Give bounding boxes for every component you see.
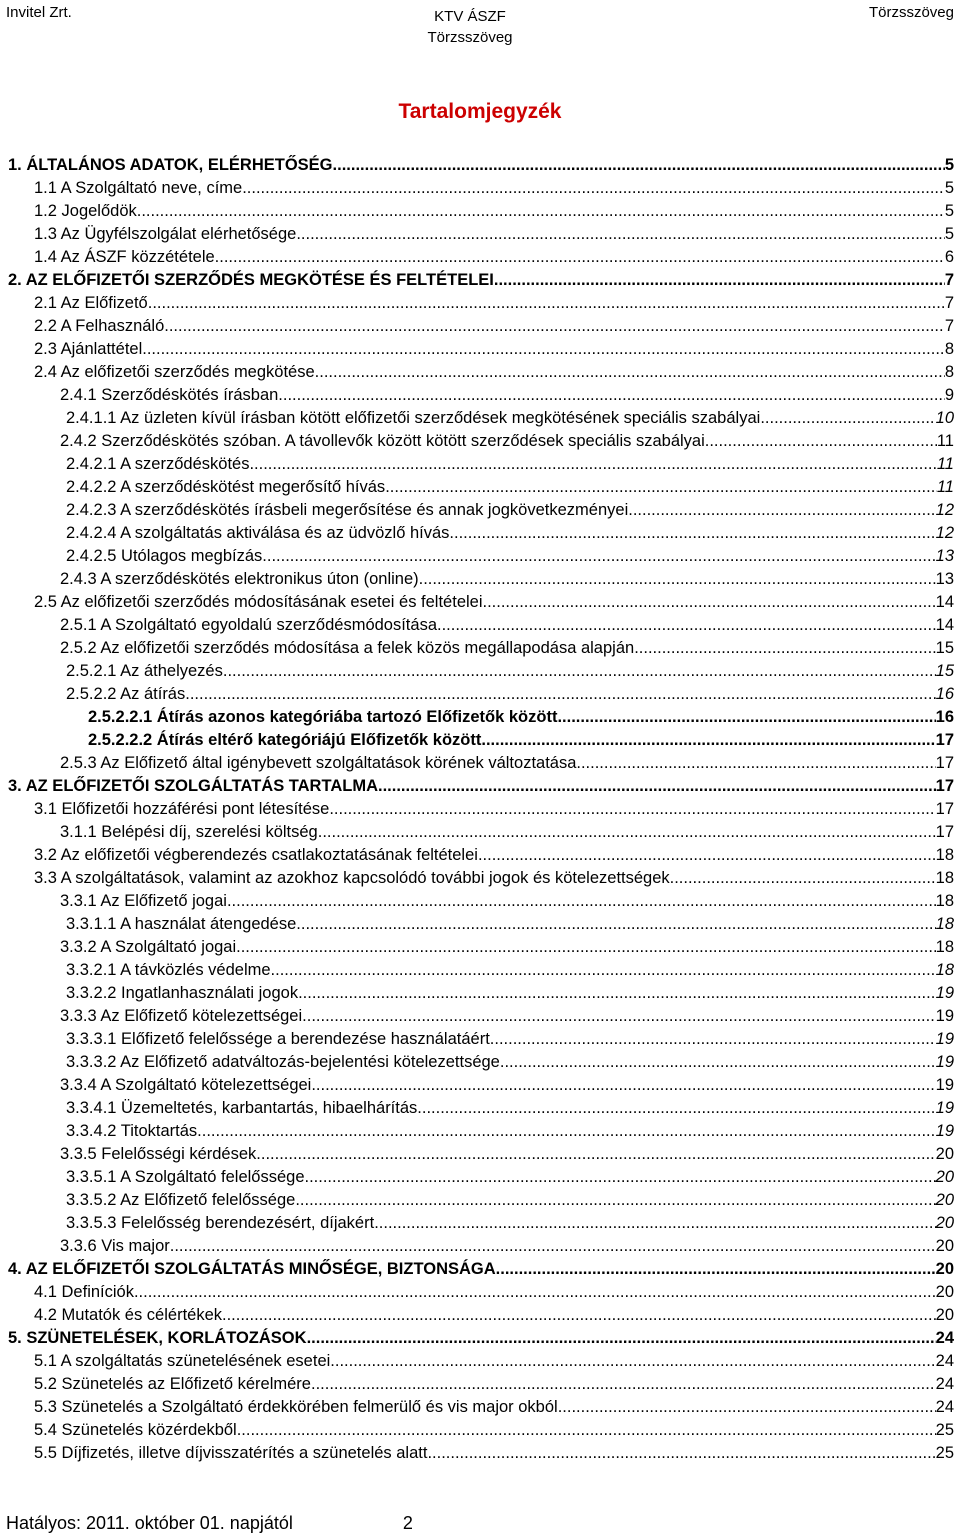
toc-entry[interactable] xyxy=(0,635,960,658)
toc-entry[interactable] xyxy=(0,957,960,980)
toc-entry-title: 3.3.4 A Szolgáltató kötelezettségei xyxy=(60,1076,312,1094)
toc-entry-title: 5.5 Díjfizetés, illetve díjvisszatérítés a szünetelés alatt xyxy=(34,1444,428,1462)
toc-leader-dots xyxy=(628,501,935,520)
toc-entry-title: 2. AZ ELŐFIZETŐI SZERZŐDÉS MEGKÖTÉSE ÉS FELTÉTELEI xyxy=(8,271,494,289)
toc-entry-title: 2.3 Ajánlattétel xyxy=(34,340,143,358)
toc-entry-page: 18 xyxy=(935,892,954,910)
toc-entry[interactable] xyxy=(0,612,960,635)
toc-entry-page: 15 xyxy=(935,639,954,657)
toc-title: Tartalomjegyzék xyxy=(398,100,562,123)
toc-entry-title: 3.3.5 Felelősségi kérdések xyxy=(60,1145,257,1163)
toc-entry[interactable] xyxy=(0,589,960,612)
toc-entry[interactable] xyxy=(0,1348,960,1371)
toc-entry-page: 20 xyxy=(935,1168,954,1186)
toc-entry[interactable] xyxy=(0,681,960,704)
toc-entry-page: 20 xyxy=(935,1191,954,1209)
toc-entry-title: 2.4.2.2 A szerződéskötést megerősítő hívás xyxy=(66,478,386,496)
toc-entry-page: 17 xyxy=(935,823,954,841)
toc-entry[interactable] xyxy=(0,198,960,221)
toc-entry[interactable] xyxy=(0,727,960,750)
toc-entry[interactable] xyxy=(0,451,960,474)
toc-entry[interactable] xyxy=(0,221,960,244)
toc-leader-dots xyxy=(298,984,936,1003)
toc-entry-title: 1.1 A Szolgáltató neve, címe xyxy=(34,179,243,197)
toc-entry-page: 18 xyxy=(935,961,954,979)
toc-entry-title: 2.4.2.3 A szerződéskötés írásbeli megerősítése és annak jogkövetkezményei xyxy=(66,501,629,519)
toc-entry-title: 2.5.3 Az Előfizető által igénybevett szolgáltatások körének változtatása xyxy=(60,754,577,772)
toc-entry-title: 3.3.1 Az Előfizető jogai xyxy=(60,892,227,910)
toc-entry[interactable] xyxy=(0,336,960,359)
toc-entry-page: 10 xyxy=(935,409,954,427)
toc-entry[interactable] xyxy=(0,382,960,405)
toc-entry-title: 1. ÁLTALÁNOS ADATOK, ELÉRHETŐSÉG. xyxy=(8,156,338,174)
header-title-line1: KTV ÁSZF xyxy=(434,8,506,25)
toc-entry[interactable] xyxy=(0,865,960,888)
toc-entry[interactable] xyxy=(0,1210,960,1233)
toc-entry[interactable] xyxy=(0,1417,960,1440)
toc-entry-page: 5 xyxy=(944,179,954,197)
toc-entry-page: 5 xyxy=(944,202,954,220)
toc-entry-page: 12 xyxy=(935,501,954,519)
toc-entry-page: 17 xyxy=(935,754,954,772)
toc-entry-title: 3.2 Az előfizetői végberendezés csatlakoztatásának feltételei xyxy=(34,846,478,864)
toc-leader-dots xyxy=(449,524,935,543)
toc-entry[interactable] xyxy=(0,888,960,911)
toc-entry-title: 3. AZ ELŐFIZETŐI SZOLGÁLTATÁS TARTALMA xyxy=(8,777,378,795)
toc-leader-dots xyxy=(295,1191,935,1210)
toc-leader-dots xyxy=(417,1099,935,1118)
toc-leader-dots xyxy=(330,1352,935,1371)
toc-leader-dots xyxy=(557,708,935,727)
toc-entry[interactable] xyxy=(0,704,960,727)
toc-entry[interactable] xyxy=(0,750,960,773)
toc-leader-dots xyxy=(427,1444,935,1463)
toc-leader-dots xyxy=(262,547,935,566)
toc-leader-dots xyxy=(307,1329,936,1348)
toc-leader-dots xyxy=(134,1283,936,1302)
toc-entry-title: 5.4 Szünetelés közérdekből xyxy=(34,1421,237,1439)
toc-entry-page: 19 xyxy=(935,1122,954,1140)
toc-entry-page: 20 xyxy=(935,1145,954,1163)
toc-leader-dots xyxy=(278,386,945,405)
toc-leader-dots xyxy=(481,731,935,750)
toc-entry-page: 7 xyxy=(944,271,954,289)
toc-leader-dots xyxy=(148,294,945,313)
toc-leader-dots xyxy=(437,616,936,635)
toc-entry-page: 12 xyxy=(935,524,954,542)
toc-entry-title: 5.1 A szolgáltatás szünetelésének esetei xyxy=(34,1352,331,1370)
toc-entry[interactable] xyxy=(0,497,960,520)
page-footer xyxy=(6,1513,413,1534)
toc-leader-dots xyxy=(705,432,937,451)
toc-entry-title: 4. AZ ELŐFIZETŐI SZOLGÁLTATÁS MINŐSÉGE, BIZTONSÁGA xyxy=(8,1260,496,1278)
toc-entry-title: 5. SZÜNETELÉSEK, KORLÁTOZÁSOK xyxy=(8,1329,307,1347)
toc-leader-dots xyxy=(478,846,936,865)
toc-entry[interactable] xyxy=(0,1302,960,1325)
toc-entry-title: 2.5.2.1 Az áthelyezés xyxy=(66,662,223,680)
toc-entry-page: 20 xyxy=(935,1306,954,1324)
toc-leader-dots xyxy=(576,754,935,773)
toc-entry-title: 3.3.1.1 A használat átengedése xyxy=(66,915,297,933)
toc-entry-page: 19 xyxy=(935,1030,954,1048)
toc-entry-title: 1.3 Az Ügyfélszolgálat elérhetősége xyxy=(34,225,297,243)
toc-entry-title: 1.4 Az ÁSZF közzététele xyxy=(34,248,215,266)
toc-entry-page: 19 xyxy=(935,1053,954,1071)
toc-leader-dots xyxy=(242,179,945,198)
toc-entry-title: 2.5.2.2.2 Átírás eltérő kategóriájú Előfizetők között xyxy=(88,731,482,749)
toc-entry-page: 18 xyxy=(935,915,954,933)
toc-entry-title: 3.3.5.1 A Szolgáltató felelőssége xyxy=(66,1168,305,1186)
toc-entry-page: 20 xyxy=(935,1237,954,1255)
toc-entry-page: 20 xyxy=(935,1214,954,1232)
toc-entry-page: 19 xyxy=(935,984,954,1002)
toc-entry-title: 3.3.2.1 A távközlés védelme xyxy=(66,961,271,979)
toc-leader-dots xyxy=(483,593,936,612)
footer-effective-date: Hatályos: 2011. október 01. napjától xyxy=(6,1513,293,1533)
toc-entry-page: 16 xyxy=(935,685,954,703)
toc-leader-dots xyxy=(256,1145,935,1164)
toc-leader-dots xyxy=(419,570,936,589)
toc-leader-dots xyxy=(215,248,945,267)
toc-entry[interactable] xyxy=(0,819,960,842)
toc-leader-dots xyxy=(236,938,936,957)
toc-entry[interactable] xyxy=(0,658,960,681)
toc-entry-page: 8 xyxy=(944,340,954,358)
toc-entry[interactable] xyxy=(0,1279,960,1302)
toc-entry[interactable] xyxy=(0,796,960,819)
toc-entry-page: 17 xyxy=(935,800,954,818)
toc-entry[interactable] xyxy=(0,1072,960,1095)
toc-leader-dots xyxy=(374,1214,935,1233)
toc-entry-title: 2.4.2 Szerződéskötés szóban. A távollevők között kötött szerződések speciális szabályai xyxy=(60,432,705,450)
toc-entry-title: 2.1 Az Előfizető xyxy=(34,294,148,312)
toc-leader-dots xyxy=(302,1007,935,1026)
toc-entry-page: 20 xyxy=(935,1260,954,1278)
toc-entry[interactable] xyxy=(0,359,960,382)
toc-entry-title: 2.5.1 A Szolgáltató egyoldalú szerződésmódosítása xyxy=(60,616,437,634)
toc-leader-dots xyxy=(296,225,944,244)
toc-entry-title: 5.2 Szünetelés az Előfizető kérelmére xyxy=(34,1375,311,1393)
toc-entry[interactable] xyxy=(0,934,960,957)
toc-entry[interactable] xyxy=(0,1026,960,1049)
header-title-line2: Törzsszöveg xyxy=(427,29,513,46)
toc-entry-title: 2.4 Az előfizetői szerződés megkötése xyxy=(34,363,315,381)
toc-entry[interactable] xyxy=(0,1440,960,1463)
toc-entry-title: 4.2 Mutatók és célértékek xyxy=(34,1306,223,1324)
toc-entry-page: 15 xyxy=(935,662,954,680)
toc-entry-page: 24 xyxy=(935,1398,954,1416)
toc-entry-page: 18 xyxy=(935,869,954,887)
toc-entry-page: 25 xyxy=(935,1444,954,1462)
toc-entry[interactable] xyxy=(0,911,960,934)
toc-entry-page: 19 xyxy=(935,1099,954,1117)
toc-entry-title: 3.3.5.3 Felelősség berendezésért, díjakért xyxy=(66,1214,375,1232)
toc-entry-title: 2.5.2 Az előfizetői szerződés módosítása a felek közös megállapodása alapján xyxy=(60,639,635,657)
toc-entry-page: 5 xyxy=(944,156,954,174)
toc-leader-dots xyxy=(142,340,945,359)
toc-entry-page: 9 xyxy=(944,386,954,404)
toc-leader-dots xyxy=(137,202,945,221)
toc-entry[interactable] xyxy=(0,428,960,451)
toc-entry-page: 20 xyxy=(935,1283,954,1301)
toc-entry-page: 24 xyxy=(935,1352,954,1370)
toc-entry-title: 3.3.3.1 Előfizető felelőssége a berendezése használatáért xyxy=(66,1030,490,1048)
toc-entry[interactable] xyxy=(0,267,960,290)
toc-entry[interactable] xyxy=(0,1049,960,1072)
toc-entry[interactable] xyxy=(0,1141,960,1164)
toc-entry[interactable] xyxy=(0,290,960,313)
toc-leader-dots xyxy=(311,1076,935,1095)
toc-entry-page: 6 xyxy=(944,248,954,266)
toc-entry-page: 11 xyxy=(936,432,954,450)
toc-entry[interactable] xyxy=(0,152,960,175)
toc-leader-dots xyxy=(318,823,936,842)
toc-entry-page: 5 xyxy=(944,225,954,243)
toc-entry[interactable] xyxy=(0,474,960,497)
toc-entry-title: 3.3 A szolgáltatások, valamint az azokhoz kapcsolódó további jogok és kötelezettségek xyxy=(34,869,670,887)
toc-leader-dots xyxy=(558,1398,936,1417)
toc-leader-dots xyxy=(337,156,945,175)
toc-entry-page: 7 xyxy=(944,294,954,312)
toc-leader-dots xyxy=(385,478,937,497)
toc-entry-title: 2.5 Az előfizetői szerződés módosításának esetei és feltételei xyxy=(34,593,483,611)
toc-entry-page: 24 xyxy=(935,1329,954,1347)
toc-entry-page: 11 xyxy=(936,455,954,473)
header-document-title xyxy=(0,6,940,48)
toc-entry-page: 14 xyxy=(935,616,954,634)
toc-entry-title: 2.5.2.2 Az átírás xyxy=(66,685,186,703)
toc-leader-dots xyxy=(296,915,935,934)
toc-entry-title: 3.3.3.2 Az Előfizető adatváltozás-bejelentési kötelezettsége xyxy=(66,1053,500,1071)
toc-entry-title: 2.2 A Felhasználó xyxy=(34,317,165,335)
table-of-contents xyxy=(0,152,960,1463)
toc-entry[interactable] xyxy=(0,773,960,796)
toc-entry-page: 24 xyxy=(935,1375,954,1393)
toc-leader-dots xyxy=(329,800,935,819)
toc-leader-dots xyxy=(760,409,935,428)
toc-entry-title: 3.1 Előfizetői hozzáférési pont létesítése xyxy=(34,800,330,818)
toc-entry-title: 3.3.6 Vis major xyxy=(60,1237,170,1255)
toc-entry[interactable] xyxy=(0,244,960,267)
toc-entry-title: 3.1.1 Belépési díj, szerelési költség xyxy=(60,823,318,841)
toc-entry[interactable] xyxy=(0,543,960,566)
toc-entry-title: 2.4.2.5 Utólagos megbízás xyxy=(66,547,263,565)
toc-entry-page: 7 xyxy=(944,317,954,335)
toc-leader-dots xyxy=(670,869,936,888)
toc-entry-title: 1.2 Jogelődök xyxy=(34,202,137,220)
toc-entry-title: 3.3.3 Az Előfizető kötelezettségei xyxy=(60,1007,303,1025)
toc-entry-title: 5.3 Szünetelés a Szolgáltató érdekkörében felmerülő és vis major okból xyxy=(34,1398,558,1416)
toc-entry[interactable] xyxy=(0,1233,960,1256)
header-doc-type: Törzsszöveg xyxy=(868,4,954,21)
toc-leader-dots xyxy=(249,455,936,474)
toc-entry[interactable] xyxy=(0,1164,960,1187)
toc-entry-title: 2.4.2.4 A szolgáltatás aktiválása és az üdvözlő hívás xyxy=(66,524,450,542)
toc-entry-page: 25 xyxy=(935,1421,954,1439)
toc-entry[interactable] xyxy=(0,842,960,865)
toc-leader-dots xyxy=(634,639,935,658)
toc-entry[interactable] xyxy=(0,1187,960,1210)
toc-entry[interactable] xyxy=(0,1325,960,1348)
toc-leader-dots xyxy=(315,363,945,382)
toc-entry[interactable] xyxy=(0,1256,960,1279)
toc-entry[interactable] xyxy=(0,566,960,589)
toc-entry-page: 13 xyxy=(935,547,954,565)
toc-entry-page: 18 xyxy=(935,938,954,956)
toc-entry[interactable] xyxy=(0,1003,960,1026)
toc-entry-title: 3.3.4.2 Titoktartás xyxy=(66,1122,198,1140)
toc-entry[interactable] xyxy=(0,980,960,1003)
toc-entry-page: 17 xyxy=(935,777,954,795)
toc-entry-page: 8 xyxy=(944,363,954,381)
toc-leader-dots xyxy=(311,1375,936,1394)
toc-leader-dots xyxy=(197,1122,935,1141)
toc-entry-page: 11 xyxy=(936,478,954,496)
toc-leader-dots xyxy=(378,777,936,796)
toc-leader-dots xyxy=(496,1260,936,1279)
toc-entry-title: 3.3.2.2 Ingatlanhasználati jogok xyxy=(66,984,299,1002)
toc-entry-title: 4.1 Definíciók xyxy=(34,1283,134,1301)
toc-entry[interactable] xyxy=(0,313,960,336)
toc-leader-dots xyxy=(490,1030,936,1049)
toc-leader-dots xyxy=(185,685,935,704)
footer-page-number: 2 xyxy=(402,1513,413,1533)
toc-entry-title: 3.3.2 A Szolgáltató jogai xyxy=(60,938,237,956)
toc-entry-page: 19 xyxy=(935,1076,954,1094)
toc-leader-dots xyxy=(164,317,945,336)
toc-entry-page: 14 xyxy=(935,593,954,611)
toc-entry-title: 3.3.4.1 Üzemeltetés, karbantartás, hibaelhárítás xyxy=(66,1099,418,1117)
toc-entry-title: 2.4.1 Szerződéskötés írásban xyxy=(60,386,279,404)
toc-entry-title: 2.4.1.1 Az üzleten kívül írásban kötött előfizetői szerződések megkötésének speciális szabályai xyxy=(66,409,761,427)
toc-entry[interactable] xyxy=(0,1118,960,1141)
toc-leader-dots xyxy=(170,1237,936,1256)
toc-entry[interactable] xyxy=(0,405,960,428)
header-company: Invitel Zrt. xyxy=(6,4,72,21)
toc-leader-dots xyxy=(500,1053,936,1072)
toc-leader-dots xyxy=(237,1421,936,1440)
toc-entry-title: 2.4.2.1 A szerződéskötés xyxy=(66,455,250,473)
toc-entry-title: 2.4.3 A szerződéskötés elektronikus úton (online) xyxy=(60,570,419,588)
toc-leader-dots xyxy=(305,1168,936,1187)
toc-entry-title: 2.5.2.2.1 Átírás azonos kategóriába tartozó Előfizetők között xyxy=(88,708,558,726)
toc-leader-dots xyxy=(227,892,936,911)
toc-entry-page: 19 xyxy=(935,1007,954,1025)
toc-entry[interactable] xyxy=(0,175,960,198)
toc-entry-page: 17 xyxy=(935,731,954,749)
toc-entry[interactable] xyxy=(0,1371,960,1394)
toc-leader-dots xyxy=(271,961,936,980)
toc-leader-dots xyxy=(494,271,945,290)
toc-leader-dots xyxy=(222,1306,936,1325)
toc-entry-page: 13 xyxy=(935,570,954,588)
toc-leader-dots xyxy=(223,662,936,681)
toc-entry[interactable] xyxy=(0,1394,960,1417)
toc-entry-page: 16 xyxy=(935,708,954,726)
toc-entry[interactable] xyxy=(0,520,960,543)
toc-entry-page: 18 xyxy=(935,846,954,864)
toc-entry[interactable] xyxy=(0,1095,960,1118)
toc-entry-title: 3.3.5.2 Az Előfizető felelőssége xyxy=(66,1191,296,1209)
